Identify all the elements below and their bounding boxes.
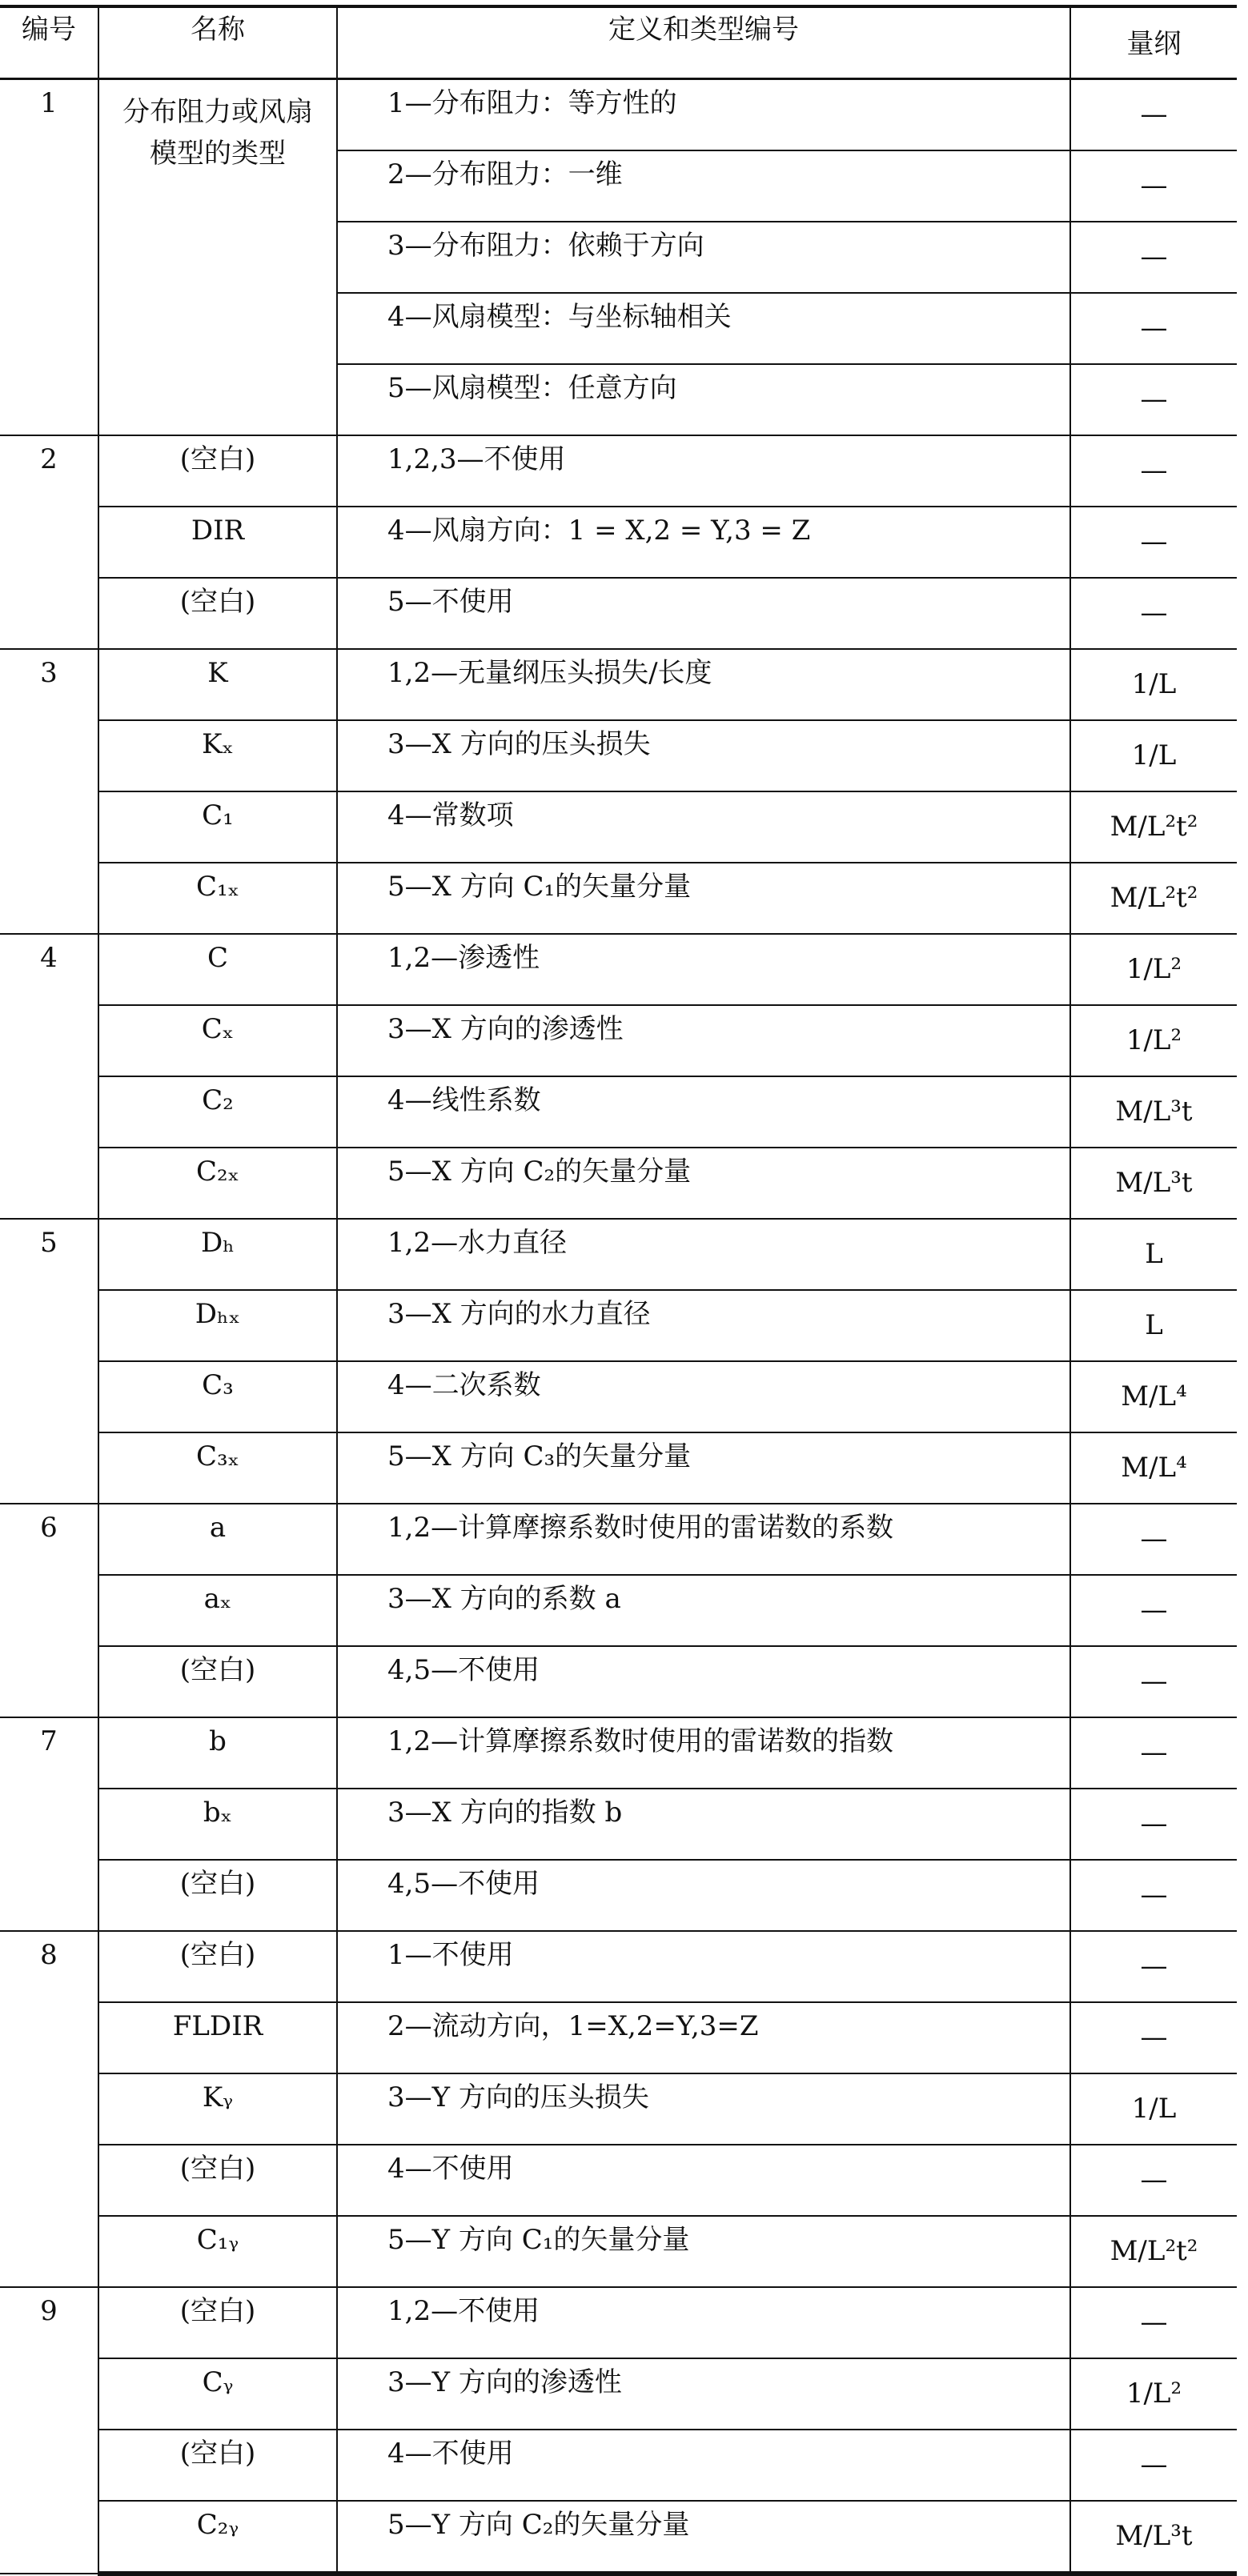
row-definition: 4—二次系数 [337,1361,1070,1432]
row-name: C₃ₓ [98,1432,337,1504]
header-dimension: 量纲 [1070,6,1237,79]
row-definition: 1—不使用 [337,1931,1070,2002]
row-dimension: 1/L² [1070,934,1237,1005]
table-row [0,507,1237,578]
row-definition: 4,5—不使用 [337,1860,1070,1931]
table-row [0,578,1237,649]
row-name: (空白) [98,2145,337,2216]
row-dimension: — [1070,1860,1237,1931]
row-dimension: 1/L [1070,2073,1237,2145]
table-row [0,2430,1237,2501]
row-number: 5 [0,1219,98,1504]
row-definition: 2—分布阻力：一维 [337,150,1070,222]
row-name: (空白) [98,2430,337,2501]
table-header-row [0,6,1237,79]
row-name: (空白) [98,1646,337,1717]
row-dimension: M/L⁴ [1070,1432,1237,1504]
row-name: (空白) [98,1931,337,2002]
row-definition: 4—风扇方向：1 = X,2 = Y,3 = Z [337,507,1070,578]
row-definition: 4—风扇模型：与坐标轴相关 [337,293,1070,364]
row-name: aₓ [98,1575,337,1646]
row-dimension: — [1070,578,1237,649]
row-name: (空白) [98,2287,337,2358]
row-dimension: — [1070,1789,1237,1860]
row-number: 6 [0,1504,98,1717]
row-number: 1 [0,79,98,436]
row-name: (空白) [98,1860,337,1931]
table-row [0,1148,1237,1219]
row-name: K [98,649,337,720]
table-row [0,2002,1237,2073]
row-dimension: — [1070,2287,1237,2358]
row-dimension: 1/L² [1070,2358,1237,2430]
row-name: Kₓ [98,720,337,791]
row-definition: 4—线性系数 [337,1076,1070,1148]
row-dimension: — [1070,507,1237,578]
row-definition: 5—X 方向 C₃的矢量分量 [337,1432,1070,1504]
row-definition: 4—不使用 [337,2430,1070,2501]
row-dimension: M/L²t² [1070,791,1237,863]
row-definition: 3—Y 方向的压头损失 [337,2073,1070,2145]
table-row [0,1361,1237,1432]
row-definition: 5—Y 方向 C₂的矢量分量 [337,2501,1070,2574]
row-dimension: 1/L² [1070,1005,1237,1076]
row-name: Dₕₓ [98,1290,337,1361]
table-row [0,1432,1237,1504]
row-definition: 4,5—不使用 [337,1646,1070,1717]
row-definition: 1,2—计算摩擦系数时使用的雷诺数的系数 [337,1504,1070,1575]
row-dimension: — [1070,222,1237,293]
row-dimension: 1/L [1070,649,1237,720]
row-name: Kᵧ [98,2073,337,2145]
row-dimension: — [1070,150,1237,222]
row-definition: 4—常数项 [337,791,1070,863]
parameter-table [0,5,1237,2576]
table-row [0,863,1237,934]
table-row [0,720,1237,791]
row-definition: 1,2—水力直径 [337,1219,1070,1290]
row-name: C₂ᵧ [98,2501,337,2574]
row-name: C₂ₓ [98,1148,337,1219]
table-row [0,1504,1237,1575]
table-row [0,1717,1237,1789]
table-row [0,1290,1237,1361]
row-definition: 3—X 方向的指数 b [337,1789,1070,1860]
row-definition: 1,2—渗透性 [337,934,1070,1005]
row-number: 7 [0,1717,98,1931]
row-dimension: — [1070,2145,1237,2216]
row-definition: 4—不使用 [337,2145,1070,2216]
row-dimension: — [1070,1575,1237,1646]
table-row [0,1789,1237,1860]
row-dimension: — [1070,435,1237,507]
table-row [0,435,1237,507]
row-name: bₓ [98,1789,337,1860]
table-row [0,1076,1237,1148]
table-row [0,2287,1237,2358]
row-number: 8 [0,1931,98,2287]
row-name: (空白) [98,435,337,507]
row-definition: 3—X 方向的压头损失 [337,720,1070,791]
row-dimension: — [1070,364,1237,435]
table-row [0,1931,1237,2002]
table-row [0,1005,1237,1076]
row-definition: 1,2—计算摩擦系数时使用的雷诺数的指数 [337,1717,1070,1789]
row-dimension: L [1070,1290,1237,1361]
row-dimension: M/L²t² [1070,2216,1237,2287]
row-number: 9 [0,2287,98,2574]
table-row [0,79,1237,151]
row-dimension: — [1070,1646,1237,1717]
row-number: 4 [0,934,98,1219]
header-name: 名称 [98,6,337,79]
row-dimension: — [1070,1717,1237,1789]
table-row [0,2073,1237,2145]
row-number: 3 [0,649,98,934]
row-name: DIR [98,507,337,578]
row-definition: 3—Y 方向的渗透性 [337,2358,1070,2430]
row-name: C₁ₓ [98,863,337,934]
table-row [0,791,1237,863]
row-definition: 5—风扇模型：任意方向 [337,364,1070,435]
row-name: C₃ [98,1361,337,1432]
row-name: Cᵧ [98,2358,337,2430]
row-definition: 1,2—无量纲压头损失/长度 [337,649,1070,720]
table-row [0,1575,1237,1646]
row-name: C₁ [98,791,337,863]
row-dimension: — [1070,1931,1237,2002]
row-name: a [98,1504,337,1575]
row-name: b [98,1717,337,1789]
row-dimension: — [1070,2430,1237,2501]
table-row [0,2501,1237,2574]
table-row [0,649,1237,720]
row-name: C₁ᵧ [98,2216,337,2287]
row-definition: 1—分布阻力：等方性的 [337,79,1070,151]
row-dimension: — [1070,79,1237,151]
table-row [0,1219,1237,1290]
row-dimension: M/L³t [1070,1148,1237,1219]
row-dimension: M/L²t² [1070,863,1237,934]
row-name: C₂ [98,1076,337,1148]
row-dimension: 1/L [1070,720,1237,791]
row-definition: 5—X 方向 C₁的矢量分量 [337,863,1070,934]
header-definition: 定义和类型编号 [337,6,1070,79]
table-row [0,1646,1237,1717]
row-dimension: — [1070,1504,1237,1575]
row-definition: 5—Y 方向 C₁的矢量分量 [337,2216,1070,2287]
row-number: 2 [0,435,98,649]
row-name: (空白) [98,578,337,649]
row-dimension: M/L³t [1070,2501,1237,2574]
table-row [0,934,1237,1005]
row-dimension: — [1070,2002,1237,2073]
row-definition: 1,2,3—不使用 [337,435,1070,507]
row-dimension: L [1070,1219,1237,1290]
row-definition: 3—X 方向的水力直径 [337,1290,1070,1361]
row-name: Cₓ [98,1005,337,1076]
row-name: FLDIR [98,2002,337,2073]
row-definition: 3—X 方向的系数 a [337,1575,1070,1646]
table-row [0,2145,1237,2216]
row-name: C [98,934,337,1005]
row-dimension: M/L³t [1070,1076,1237,1148]
row-dimension: M/L⁴ [1070,1361,1237,1432]
row-name: 分布阻力或风扇模型的类型 [98,79,337,436]
table-row [0,2358,1237,2430]
row-definition: 3—分布阻力：依赖于方向 [337,222,1070,293]
row-definition: 5—X 方向 C₂的矢量分量 [337,1148,1070,1219]
row-definition: 1,2—不使用 [337,2287,1070,2358]
row-dimension: — [1070,293,1237,364]
row-definition: 2—流动方向，1=X,2=Y,3=Z [337,2002,1070,2073]
row-definition: 5—不使用 [337,578,1070,649]
table-body [0,79,1237,2574]
row-name: Dₕ [98,1219,337,1290]
row-definition: 3—X 方向的渗透性 [337,1005,1070,1076]
table-row [0,1860,1237,1931]
table-row [0,2216,1237,2287]
header-no: 编号 [0,6,98,79]
